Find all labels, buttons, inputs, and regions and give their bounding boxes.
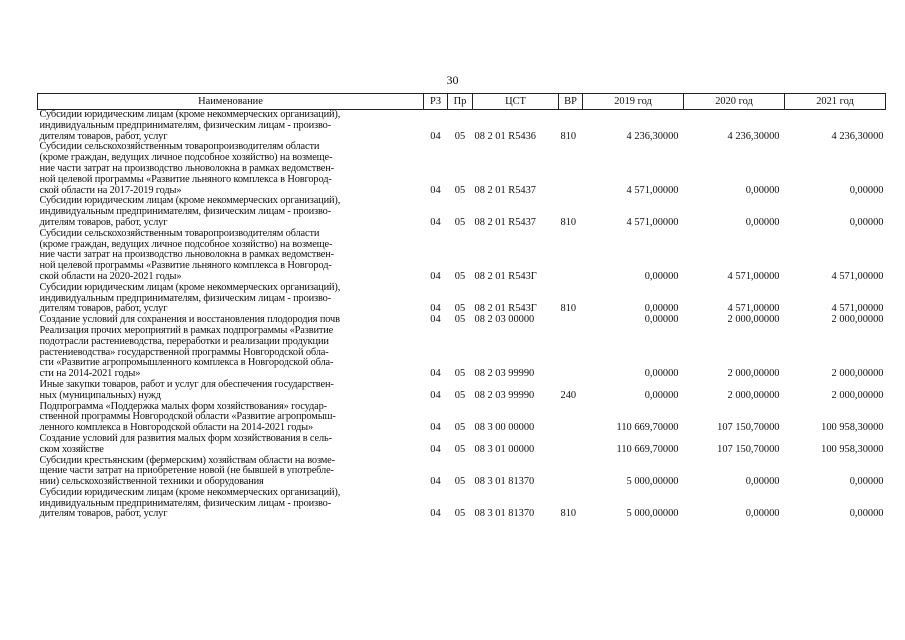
cell-name (38, 488, 424, 520)
cell-2019: 110 669,70000 (616, 422, 679, 434)
cell-2020: 107 150,70000 (717, 443, 780, 455)
cell-2021: 2 000,00000 (831, 389, 884, 401)
cell-2020: 0,00000 (745, 216, 780, 228)
name-line: (кроме граждан, ведущих личное подсобное хозяйство) на возмеще- (39, 152, 333, 164)
cell-2020: 2 000,00000 (727, 389, 780, 401)
cell-pr: 05 (454, 389, 466, 401)
header-rz: РЗ (424, 94, 448, 110)
cell-name (38, 380, 424, 402)
header-name: Наименование (38, 94, 424, 110)
cell-cst: 08 2 01 R5436 (474, 130, 536, 142)
name-line: Субсидии юридическим лицам (кроме некоммерческих организаций), (39, 195, 341, 207)
cell-2020: 4 571,00000 (727, 303, 780, 315)
cell-vr (559, 456, 583, 488)
cell-2019: 0,00000 (644, 270, 679, 282)
table-row (38, 488, 886, 520)
cell-2019: 5 000,00000 (626, 476, 679, 488)
cell-2021: 4 236,30000 (831, 130, 884, 142)
name-line: Реализация прочих мероприятий в рамках подпрограммы «Развитие (39, 324, 334, 336)
name-line: ние части затрат на производство льноволокна в рамках ведомствен- (39, 162, 334, 174)
name-line: Создание условий для сохранения и восстановления плодородия почв (39, 314, 340, 326)
table-row (38, 142, 886, 196)
cell-2020: 2 000,00000 (727, 368, 780, 380)
name-line: дителям товаров, работ, услуг (39, 216, 168, 228)
name-line: дителям товаров, работ, услуг (39, 303, 168, 315)
table-row (38, 229, 886, 283)
name-line: ной целевой программы «Развитие льняного комплекса в Новгород- (39, 173, 332, 185)
cell-rz: 04 (430, 368, 441, 380)
cell-2021: 0,00000 (849, 476, 884, 488)
cell-rz: 04 (430, 130, 441, 142)
header-cst: ЦСТ (473, 94, 559, 110)
cell-vr: 810 (560, 303, 577, 315)
table-row (38, 283, 886, 315)
cell-rz: 04 (430, 443, 441, 455)
name-line: Субсидии сельскохозяйственным товаропроизводителям области (39, 227, 320, 239)
cell-vr: 240 (560, 389, 577, 401)
name-line: ленного комплекса в Новгородской области на 2014-2021 годы» (39, 422, 314, 434)
cell-vr (559, 326, 583, 380)
name-line: Субсидии сельскохозяйственным товаропроизводителям области (39, 141, 320, 153)
cell-cst: 08 2 01 R5437 (474, 216, 536, 228)
cell-2020: 4 236,30000 (727, 130, 780, 142)
name-line: Подпрограмма «Поддержка малых форм хозяйствования» государ- (39, 400, 327, 412)
cell-cst: 08 3 01 00000 (474, 443, 535, 455)
cell-vr: 810 (560, 130, 577, 142)
name-line: дителям товаров, работ, услуг (39, 508, 168, 520)
cell-2019: 0,00000 (644, 314, 679, 326)
cell-2020: 0,00000 (745, 508, 780, 520)
cell-2019: 4 236,30000 (626, 130, 679, 142)
cell-2020: 4 571,00000 (727, 270, 780, 282)
cell-2021: 100 958,30000 (821, 443, 884, 455)
budget-table (37, 93, 886, 520)
cell-pr: 05 (454, 184, 466, 196)
name-line: ной целевой программы «Развитие льняного комплекса в Новгород- (39, 260, 332, 272)
cell-pr: 05 (454, 476, 466, 488)
cell-name (38, 229, 424, 283)
table-row (38, 456, 886, 488)
cell-2021: 0,00000 (849, 216, 884, 228)
name-line: Субсидии юридическим лицам (кроме некоммерческих организаций), (39, 281, 341, 293)
cell-name (38, 196, 424, 228)
cell-cst: 08 2 01 R543Г (474, 303, 537, 315)
cell-pr: 05 (454, 303, 466, 315)
cell-cst: 08 2 03 99990 (474, 368, 535, 380)
cell-name (38, 142, 424, 196)
table-row (38, 196, 886, 228)
header-2019: 2019 год (583, 94, 684, 110)
cell-pr: 05 (454, 508, 466, 520)
name-line: Субсидии юридическим лицам (кроме некоммерческих организаций), (39, 109, 341, 120)
cell-vr (559, 315, 583, 326)
cell-pr: 05 (454, 216, 466, 228)
name-line: дителям товаров, работ, услуг (39, 130, 168, 142)
table-row (38, 110, 886, 143)
cell-cst: 08 3 00 00000 (474, 422, 535, 434)
cell-2019: 4 571,00000 (626, 216, 679, 228)
cell-name (38, 110, 424, 143)
cell-name (38, 283, 424, 315)
header-2020: 2020 год (684, 94, 785, 110)
cell-2019: 4 571,00000 (626, 184, 679, 196)
cell-2021: 4 571,00000 (831, 303, 884, 315)
cell-rz: 04 (430, 476, 441, 488)
name-line: индивидуальным предпринимателям, физическим лицам - произво- (39, 206, 332, 218)
cell-name (38, 402, 424, 434)
cell-vr (559, 402, 583, 434)
name-line: ской области на 2017-2019 годы» (39, 184, 182, 196)
name-line: индивидуальным предпринимателям, физическим лицам - произво- (39, 497, 332, 509)
name-line: сти «Развитие агропромышленного комплекса в Новгородской обла- (39, 357, 334, 369)
cell-2021: 2 000,00000 (831, 368, 884, 380)
name-line: ской области на 2020-2021 годы» (39, 270, 182, 282)
cell-name (38, 456, 424, 488)
name-line: растениеводства» государственной программы Новгородской обла- (39, 346, 329, 358)
name-line: нии) сельскохозяйственной техники и оборудования (39, 476, 264, 488)
name-line: индивидуальным предпринимателям, физическим лицам - произво- (39, 119, 332, 131)
cell-cst: 08 3 01 81370 (474, 476, 535, 488)
cell-rz: 04 (430, 508, 441, 520)
table-row (38, 380, 886, 402)
name-line: сти на 2014-2021 годы» (39, 368, 141, 380)
cell-cst: 08 2 03 99990 (474, 389, 535, 401)
header-2021: 2021 год (785, 94, 886, 110)
name-line: подотрасли растениеводства, переработки и реализации продукции (39, 335, 329, 347)
page-number: 30 (446, 73, 459, 87)
cell-2019: 110 669,70000 (616, 443, 679, 455)
cell-pr: 05 (454, 130, 466, 142)
table-header-row (38, 94, 886, 110)
header-pr: Пр (448, 94, 473, 110)
cell-2020: 0,00000 (745, 184, 780, 196)
cell-2020: 2 000,00000 (727, 314, 780, 326)
table-row (38, 402, 886, 434)
cell-2020: 0,00000 (745, 476, 780, 488)
cell-rz: 04 (430, 303, 441, 315)
name-line: ском хозяйстве (39, 443, 104, 455)
table-row (38, 434, 886, 456)
cell-2021: 0,00000 (849, 184, 884, 196)
cell-2021: 100 958,30000 (821, 422, 884, 434)
cell-vr (559, 142, 583, 196)
name-line: ние части затрат на производство льноволокна в рамках ведомствен- (39, 249, 334, 261)
cell-2020: 107 150,70000 (717, 422, 780, 434)
cell-rz: 04 (430, 314, 441, 326)
name-line: Создание условий для развития малых форм хозяйствования в сель- (39, 432, 332, 444)
header-vr: ВР (559, 94, 583, 110)
cell-pr: 05 (454, 314, 466, 326)
cell-2021: 0,00000 (849, 508, 884, 520)
cell-pr: 05 (454, 368, 466, 380)
name-line: щение части затрат на приобретение новой (не бывшей в употребле- (39, 465, 334, 477)
cell-2019: 5 000,00000 (626, 508, 679, 520)
table-row (38, 326, 886, 380)
name-line: Субсидии крестьянским (фермерским) хозяйствам области на возме- (39, 454, 335, 466)
name-line: Субсидии юридическим лицам (кроме некоммерческих организаций), (39, 486, 341, 498)
cell-name (38, 434, 424, 456)
cell-vr: 810 (560, 508, 577, 520)
name-line: индивидуальным предпринимателям, физическим лицам - произво- (39, 292, 332, 304)
cell-pr: 05 (454, 443, 466, 455)
name-line: Иные закупки товаров, работ и услуг для обеспечения государствен- (39, 378, 334, 390)
cell-cst: 08 3 01 81370 (474, 508, 535, 520)
cell-name (38, 326, 424, 380)
cell-cst: 08 2 03 00000 (474, 314, 535, 326)
name-line: ственной программы Новгородской области «Развитие агропромыш- (39, 411, 336, 423)
cell-pr: 05 (454, 422, 466, 434)
cell-cst: 08 2 01 R543Г (474, 270, 537, 282)
table-body (38, 110, 886, 521)
cell-2021: 4 571,00000 (831, 270, 884, 282)
cell-2019: 0,00000 (644, 389, 679, 401)
cell-vr (559, 229, 583, 283)
cell-pr: 05 (454, 270, 466, 282)
cell-rz: 04 (430, 389, 441, 401)
cell-vr: 810 (560, 216, 577, 228)
cell-vr (559, 434, 583, 456)
cell-2019: 0,00000 (644, 368, 679, 380)
cell-rz: 04 (430, 184, 441, 196)
cell-2021: 2 000,00000 (831, 314, 884, 326)
cell-rz: 04 (430, 422, 441, 434)
cell-cst: 08 2 01 R5437 (474, 184, 536, 196)
cell-rz: 04 (430, 216, 441, 228)
name-line: (кроме граждан, ведущих личное подсобное хозяйство) на возмеще- (39, 238, 333, 250)
name-line: ных (муниципальных) нужд (39, 389, 161, 401)
cell-rz: 04 (430, 270, 441, 282)
cell-2019: 0,00000 (644, 303, 679, 315)
